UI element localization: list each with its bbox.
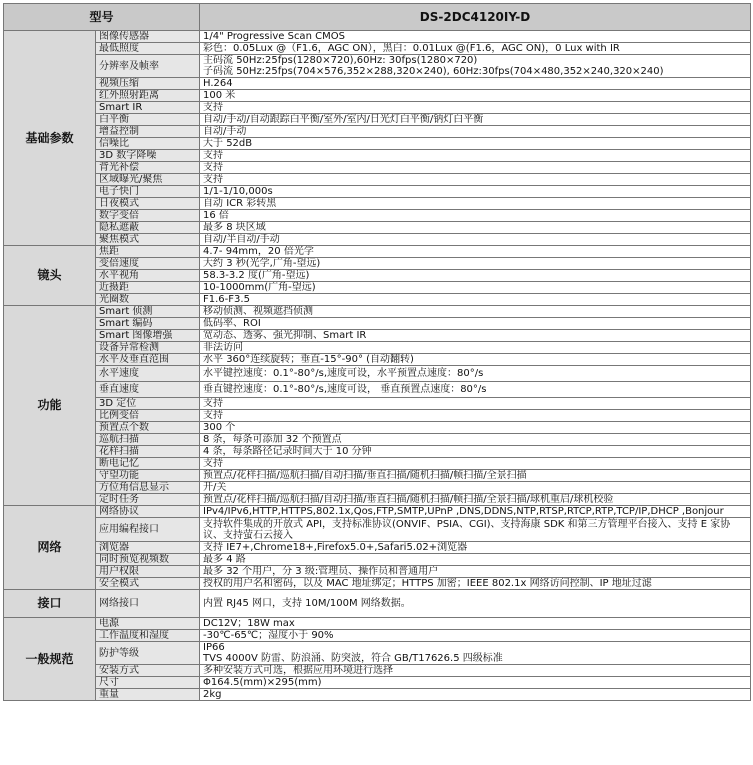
spec-row bbox=[4, 554, 751, 566]
spec-table bbox=[3, 3, 751, 701]
spec-value: 最多 32 个用户，分 3 级:管理员、操作员和普通用户 bbox=[200, 566, 751, 578]
spec-key: 守望功能 bbox=[96, 470, 200, 482]
spec-value: 支持 bbox=[200, 102, 751, 114]
model-value: DS-2DC4120IY-D bbox=[200, 4, 751, 31]
spec-value: 自动/手动 bbox=[200, 126, 751, 138]
spec-key: 定时任务 bbox=[96, 494, 200, 506]
spec-row bbox=[4, 282, 751, 294]
spec-value: 垂直键控速度：0.1°-80°/s,速度可设， 垂直预置点速度：80°/s bbox=[200, 382, 751, 398]
spec-value: Φ164.5(mm)×295(mm) bbox=[200, 677, 751, 689]
spec-row bbox=[4, 446, 751, 458]
spec-key: 背光补偿 bbox=[96, 162, 200, 174]
spec-value: 自动 ICR 彩转黑 bbox=[200, 198, 751, 210]
spec-row bbox=[4, 398, 751, 410]
spec-row bbox=[4, 342, 751, 354]
spec-value: 1/4" Progressive Scan CMOS bbox=[200, 31, 751, 43]
spec-key: 同时预览视频数 bbox=[96, 554, 200, 566]
spec-value: 16 倍 bbox=[200, 210, 751, 222]
spec-row bbox=[4, 31, 751, 43]
spec-key: 花样扫描 bbox=[96, 446, 200, 458]
spec-value: F1.6-F3.5 bbox=[200, 294, 751, 306]
spec-row bbox=[4, 294, 751, 306]
spec-row bbox=[4, 677, 751, 689]
spec-key: 比例变倍 bbox=[96, 410, 200, 422]
spec-value: 开/关 bbox=[200, 482, 751, 494]
spec-key: 区域曝光/聚焦 bbox=[96, 174, 200, 186]
spec-key: 图像传感器 bbox=[96, 31, 200, 43]
spec-row bbox=[4, 518, 751, 542]
spec-row bbox=[4, 102, 751, 114]
spec-row bbox=[4, 578, 751, 590]
spec-key: 变倍速度 bbox=[96, 258, 200, 270]
spec-row bbox=[4, 506, 751, 518]
spec-value: IPv4/IPv6,HTTP,HTTPS,802.1x,Qos,FTP,SMTP,UPnP ,DNS,DDNS,NTP,RTSP,RTCP,RTP,TCP/IP,DHCP ,Bonjour bbox=[200, 506, 751, 518]
spec-value: 低码率、ROI bbox=[200, 318, 751, 330]
spec-row bbox=[4, 55, 751, 78]
spec-key: 断电记忆 bbox=[96, 458, 200, 470]
spec-row bbox=[4, 566, 751, 578]
spec-value: 8 条，每条可添加 32 个预置点 bbox=[200, 434, 751, 446]
spec-sheet bbox=[3, 3, 750, 701]
spec-key: 垂直速度 bbox=[96, 382, 200, 398]
spec-row bbox=[4, 382, 751, 398]
spec-value: 最多 8 块区域 bbox=[200, 222, 751, 234]
spec-key: 最低照度 bbox=[96, 43, 200, 55]
spec-key: 水平及垂直范围 bbox=[96, 354, 200, 366]
spec-value: 支持 bbox=[200, 150, 751, 162]
spec-key: 近摄距 bbox=[96, 282, 200, 294]
spec-row bbox=[4, 434, 751, 446]
spec-value: H.264 bbox=[200, 78, 751, 90]
spec-value: DC12V；18W max bbox=[200, 618, 751, 630]
spec-value: 大约 3 秒(光学,广角-望远) bbox=[200, 258, 751, 270]
spec-value: 预置点/花样扫描/巡航扫描/自动扫描/垂直扫描/随机扫描/帧扫描/全景扫描 bbox=[200, 470, 751, 482]
spec-key: 聚焦模式 bbox=[96, 234, 200, 246]
spec-key: 3D 定位 bbox=[96, 398, 200, 410]
spec-value: 授权的用户名和密码，以及 MAC 地址绑定；HTTPS 加密；IEEE 802.1x 网络访问控制、IP 地址过滤 bbox=[200, 578, 751, 590]
spec-row bbox=[4, 90, 751, 102]
spec-value: 支持 bbox=[200, 398, 751, 410]
spec-key: 工作温度和湿度 bbox=[96, 630, 200, 642]
spec-key: 安装方式 bbox=[96, 665, 200, 677]
spec-value: 2kg bbox=[200, 689, 751, 701]
spec-row bbox=[4, 150, 751, 162]
spec-key: 巡航扫描 bbox=[96, 434, 200, 446]
spec-row bbox=[4, 138, 751, 150]
spec-row bbox=[4, 198, 751, 210]
spec-value: 支持 bbox=[200, 458, 751, 470]
spec-value: 100 米 bbox=[200, 90, 751, 102]
section-title: 一般规范 bbox=[4, 618, 96, 701]
spec-row bbox=[4, 665, 751, 677]
model-label: 型号 bbox=[4, 4, 200, 31]
spec-value: 4 条，每条路径记录时间大于 10 分钟 bbox=[200, 446, 751, 458]
spec-value: IP66 TVS 4000V 防雷、防浪涌、防突波，符合 GB/T17626.5 四级标准 bbox=[200, 642, 751, 665]
spec-row bbox=[4, 78, 751, 90]
spec-value: 水平 360°连续旋转；垂直-15°-90° (自动翻转) bbox=[200, 354, 751, 366]
spec-row bbox=[4, 330, 751, 342]
spec-key: 应用编程接口 bbox=[96, 518, 200, 542]
spec-key: 视频压缩 bbox=[96, 78, 200, 90]
spec-row bbox=[4, 126, 751, 138]
section-title: 网络 bbox=[4, 506, 96, 590]
spec-body bbox=[4, 31, 751, 701]
spec-row bbox=[4, 366, 751, 382]
spec-key: 水平速度 bbox=[96, 366, 200, 382]
spec-key: 增益控制 bbox=[96, 126, 200, 138]
spec-key: 用户权限 bbox=[96, 566, 200, 578]
spec-key: 网络接口 bbox=[96, 590, 200, 618]
spec-value: 彩色：0.05Lux @（F1.6，AGC ON），黑白：0.01Lux @(F1.6，AGC ON)，0 Lux with IR bbox=[200, 43, 751, 55]
spec-value: 4.7- 94mm，20 倍光学 bbox=[200, 246, 751, 258]
spec-value: -30℃-65℃；湿度小于 90% bbox=[200, 630, 751, 642]
spec-key: 数字变倍 bbox=[96, 210, 200, 222]
spec-row bbox=[4, 306, 751, 318]
spec-key: 电源 bbox=[96, 618, 200, 630]
spec-row bbox=[4, 222, 751, 234]
spec-key: 光圈数 bbox=[96, 294, 200, 306]
spec-key: 设备异常检测 bbox=[96, 342, 200, 354]
spec-value: 主码流 50Hz:25fps(1280×720),60Hz: 30fps(1280×720) 子码流 50Hz:25fps(704×576,352×288,320×240), 60Hz:30fps(704×480,352×240,320×240) bbox=[200, 55, 751, 78]
spec-value: 支持软件集成的开放式 API，支持标准协议(ONVIF、PSIA、CGI)、支持海康 SDK 和第三方管理平台接入、支持 E 家协议、支持萤石云接入 bbox=[200, 518, 751, 542]
spec-value: 10-1000mm(广角-望远) bbox=[200, 282, 751, 294]
spec-row bbox=[4, 114, 751, 126]
header-row bbox=[4, 4, 751, 31]
spec-row bbox=[4, 234, 751, 246]
spec-key: 白平衡 bbox=[96, 114, 200, 126]
spec-key: 网络协议 bbox=[96, 506, 200, 518]
spec-value: 预置点/花样扫描/巡航扫描/自动扫描/垂直扫描/随机扫描/帧扫描/全景扫描/球机重启/球机校验 bbox=[200, 494, 751, 506]
spec-key: 红外照射距离 bbox=[96, 90, 200, 102]
spec-value: 大于 52dB bbox=[200, 138, 751, 150]
spec-value: 支持 IE7+,Chrome18+,Firefox5.0+,Safari5.02+浏览器 bbox=[200, 542, 751, 554]
spec-row bbox=[4, 43, 751, 55]
spec-row bbox=[4, 618, 751, 630]
spec-row bbox=[4, 318, 751, 330]
spec-key: 3D 数字降噪 bbox=[96, 150, 200, 162]
spec-value: 1/1-1/10,000s bbox=[200, 186, 751, 198]
spec-key: Smart 图像增强 bbox=[96, 330, 200, 342]
spec-row bbox=[4, 482, 751, 494]
spec-value: 内置 RJ45 网口，支持 10M/100M 网络数据。 bbox=[200, 590, 751, 618]
spec-value: 自动/半自动/手动 bbox=[200, 234, 751, 246]
spec-key: 安全模式 bbox=[96, 578, 200, 590]
spec-key: Smart 侦测 bbox=[96, 306, 200, 318]
spec-row bbox=[4, 174, 751, 186]
spec-value: 自动/手动/自动跟踪白平衡/室外/室内/日光灯白平衡/钠灯白平衡 bbox=[200, 114, 751, 126]
spec-value: 移动侦测、视频遮挡侦测 bbox=[200, 306, 751, 318]
spec-row bbox=[4, 470, 751, 482]
spec-value: 最多 4 路 bbox=[200, 554, 751, 566]
spec-row bbox=[4, 354, 751, 366]
spec-row bbox=[4, 270, 751, 282]
spec-key: 预置点个数 bbox=[96, 422, 200, 434]
spec-value: 多种安装方式可选，根据应用环境进行选择 bbox=[200, 665, 751, 677]
section-title: 接口 bbox=[4, 590, 96, 618]
spec-row bbox=[4, 689, 751, 701]
spec-key: 防护等级 bbox=[96, 642, 200, 665]
spec-key: 重量 bbox=[96, 689, 200, 701]
spec-key: 焦距 bbox=[96, 246, 200, 258]
spec-row bbox=[4, 630, 751, 642]
spec-value: 水平键控速度：0.1°-80°/s,速度可设，水平预置点速度：80°/s bbox=[200, 366, 751, 382]
spec-key: 电子快门 bbox=[96, 186, 200, 198]
spec-row bbox=[4, 162, 751, 174]
spec-key: 方位角信息显示 bbox=[96, 482, 200, 494]
spec-key: Smart 编码 bbox=[96, 318, 200, 330]
spec-row bbox=[4, 590, 751, 618]
spec-row bbox=[4, 458, 751, 470]
spec-row bbox=[4, 494, 751, 506]
spec-row bbox=[4, 246, 751, 258]
spec-value: 300 个 bbox=[200, 422, 751, 434]
spec-row bbox=[4, 542, 751, 554]
spec-key: 尺寸 bbox=[96, 677, 200, 689]
spec-key: 隐私遮蔽 bbox=[96, 222, 200, 234]
spec-key: 浏览器 bbox=[96, 542, 200, 554]
spec-key: 信噪比 bbox=[96, 138, 200, 150]
spec-row bbox=[4, 210, 751, 222]
spec-key: Smart IR bbox=[96, 102, 200, 114]
spec-row bbox=[4, 186, 751, 198]
spec-row bbox=[4, 642, 751, 665]
spec-value: 58.3-3.2 度(广角-望远) bbox=[200, 270, 751, 282]
spec-key: 水平视角 bbox=[96, 270, 200, 282]
spec-row bbox=[4, 422, 751, 434]
spec-value: 支持 bbox=[200, 174, 751, 186]
section-title: 镜头 bbox=[4, 246, 96, 306]
spec-row bbox=[4, 258, 751, 270]
spec-value: 宽动态、透雾、强光抑制、Smart IR bbox=[200, 330, 751, 342]
section-title: 功能 bbox=[4, 306, 96, 506]
spec-value: 非法访问 bbox=[200, 342, 751, 354]
spec-key: 日夜模式 bbox=[96, 198, 200, 210]
section-title: 基础参数 bbox=[4, 31, 96, 246]
spec-value: 支持 bbox=[200, 410, 751, 422]
spec-key: 分辨率及帧率 bbox=[96, 55, 200, 78]
spec-value: 支持 bbox=[200, 162, 751, 174]
spec-row bbox=[4, 410, 751, 422]
